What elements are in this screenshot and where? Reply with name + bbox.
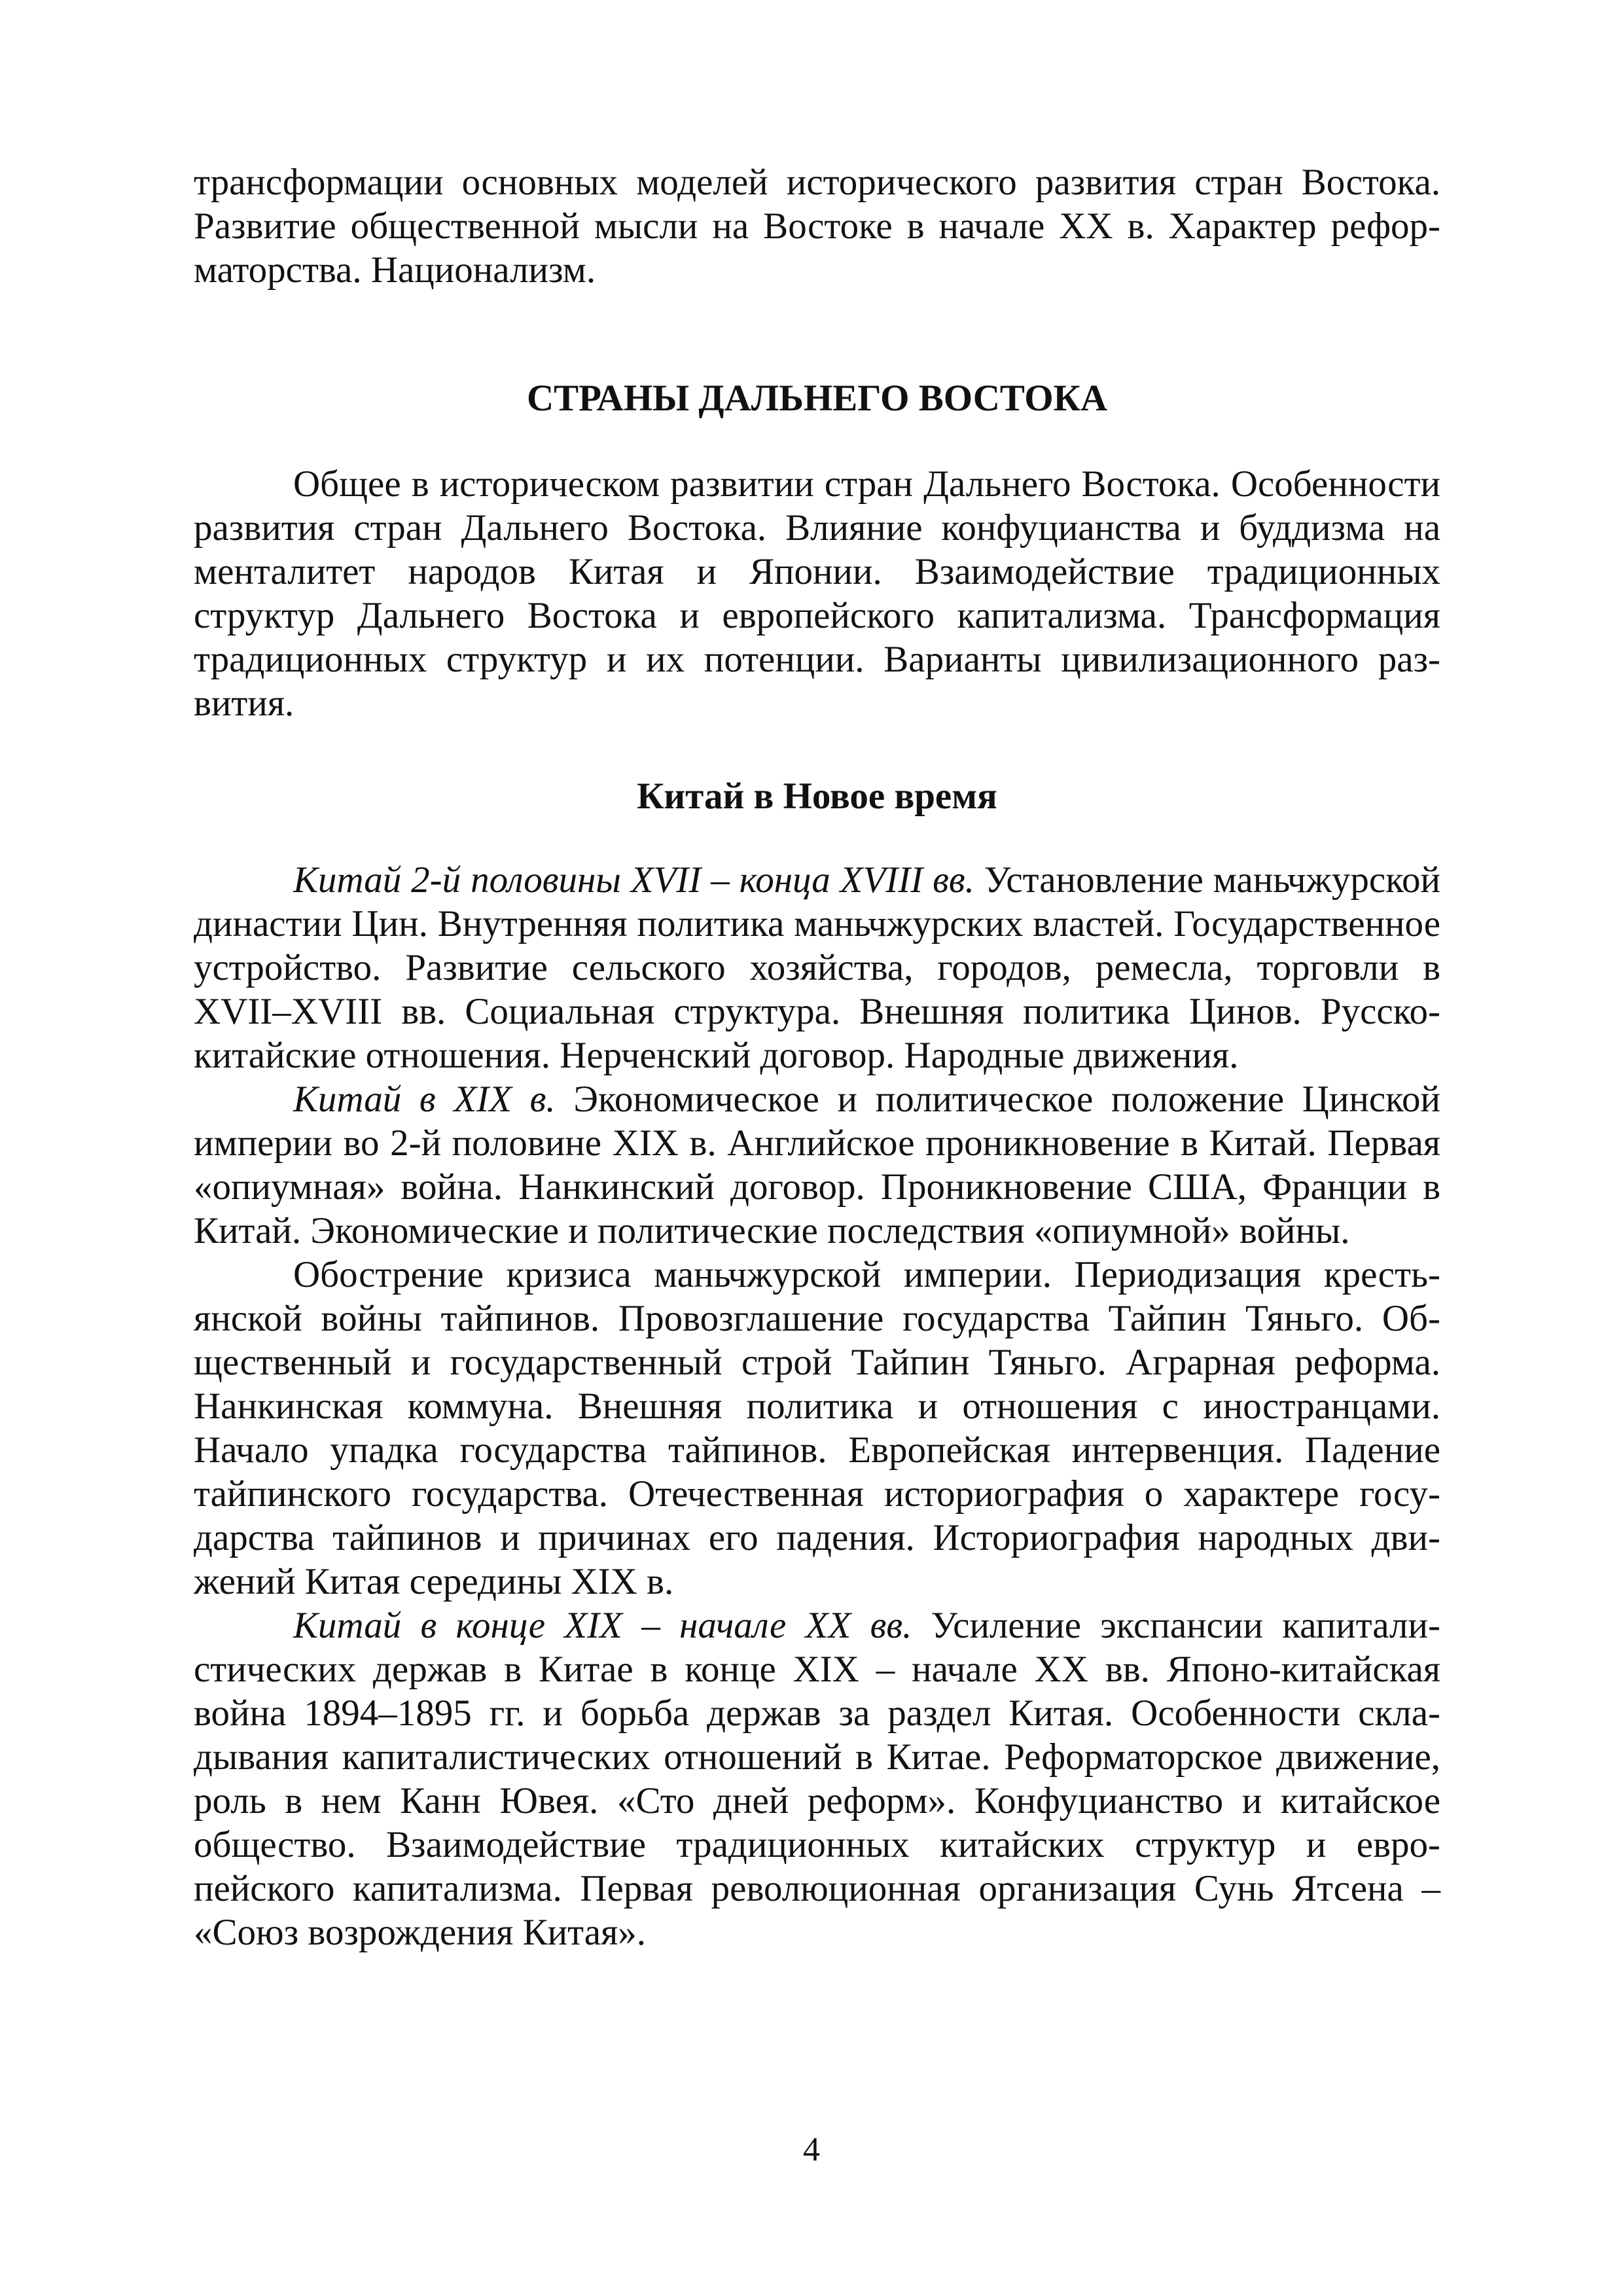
intro-paragraph: трансформации основных моделей исторического развития стран Востока. Развитие общественной мысли на Востоке в начале XX в. Характер реформаторства. Национализм. bbox=[194, 162, 1440, 291]
run-in-heading: Китай в XIX в. bbox=[293, 1079, 556, 1120]
run-in-heading: Китай 2-й половины XVII – конца XVIII вв. bbox=[293, 859, 974, 901]
paragraph-taiping bbox=[194, 1253, 1440, 1604]
subsection-body bbox=[194, 858, 1440, 1954]
subsection-title: Китай в Новое время bbox=[637, 776, 997, 817]
section-paragraph: Общее в историческом развитии стран Дальнего Востока. Особенности развития стран Дальнего Востока. Влияние конфуцианства и буддизма на менталитет народов Китая и Японии. Взаимодействие традиционных структур Дальнего Востока и европейского капитализма. Трансформация традиционных структур и их потенции. Варианты цивилизационного развития. bbox=[194, 463, 1440, 724]
paragraph-china-late-19-early-20 bbox=[194, 1604, 1440, 1954]
page-number: 4 bbox=[803, 2131, 820, 2168]
paragraph-text: Обострение кризиса маньчжурской империи. Периодизация крестьянской войны тайпинов. Провозглашение государства Тайпин Тяньго. Общественный и государственный строй Тайпин Тяньго. Аграрная реформа. Нанкинская коммуна. Внешняя политика и отношения с иностранцами. Начало упадка государства тайпинов. Европейская интервенция. Падение тайпинского государства. Отечественная историография о характере государства тайпинов и причинах его падения. Историография народных движений Китая середины XIX в. bbox=[194, 1254, 1440, 1602]
paragraph-china-19 bbox=[194, 1077, 1440, 1253]
section-title: СТРАНЫ ДАЛЬНЕГО ВОСТОКА bbox=[526, 378, 1108, 419]
intro-block bbox=[194, 160, 1440, 292]
paragraph-text: Установление маньчжурской династии Цин. Внутренняя политика маньчжурских властей. Государственное устройство. Развитие сельского хозяйства, городов, ремесла, торговли в XVII–XVIII вв. Социальная структура. Внешняя политика Цинов. Русско-китайские отношения. Нерченский договор. Народные движения. bbox=[194, 859, 1441, 1076]
paragraph-text: Усиление экспансии капиталистических держав в Китае в конце XIX – начале XX вв. Японо-китайская война 1894–1895 гг. и борьба держав за раздел Китая. Особенности складывания капиталистических отношений в Китае. Реформаторское движение, роль в нем Канн Ювея. «Сто дней реформ». Конфуцианство и китайское общество. Взаимодействие традиционных китайских структур и европейского капитализма. Первая революционная организация Сунь Ятсена – «Союз возрождения Китая». bbox=[194, 1605, 1440, 1953]
section-body bbox=[194, 462, 1440, 725]
paragraph-china-17-18 bbox=[194, 858, 1440, 1077]
paragraph-text: Экономическое и политическое положение Цинской империи во 2-й половине XIX в. Английское проникновение в Китай. Первая «опиумная» война. Нанкинский договор. Проникновение США, Франции в Китай. Экономические и политические последствия «опиумной» войны. bbox=[194, 1079, 1440, 1251]
run-in-heading: Китай в конце XIX – начале XX вв. bbox=[293, 1605, 912, 1646]
